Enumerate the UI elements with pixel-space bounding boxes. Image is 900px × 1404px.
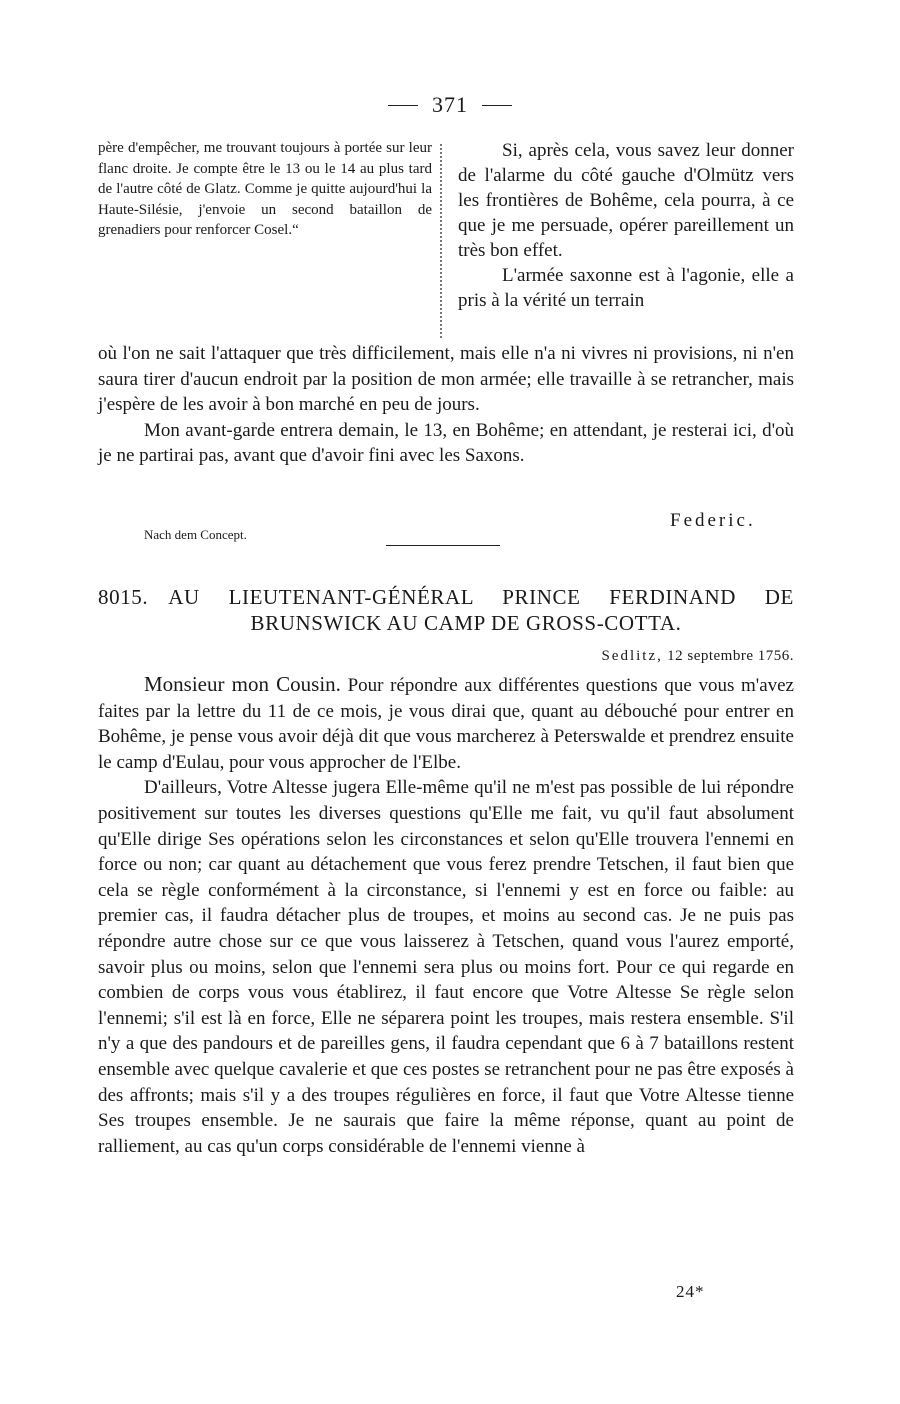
heading-title-part-1: AU LIEUTENANT-GÉNÉRAL PRINCE FERDINAND DE	[168, 585, 794, 609]
source-note: Nach dem Concept.	[144, 527, 247, 542]
letter-heading	[98, 584, 794, 636]
signature-mark: 24*	[676, 1282, 705, 1301]
letter-paragraph-1	[98, 672, 794, 775]
letter-number: 8015.	[98, 585, 149, 609]
dateline-place: Sedlitz,	[601, 648, 663, 664]
two-column-section	[98, 138, 798, 348]
left-column-text: père d'empêcher, me trouvant toujours à portée sur leur flanc droite. Je compte être le 13 ou le 14 au plus tard de l'autre côté de Glatz. Comme je quitte aujourd'hui la Haute-Silésie, j'envoie un second bataillon de grenadiers pour renforcer Cosel.“	[98, 140, 432, 238]
letter-body	[98, 672, 794, 1159]
letter-paragraph-1-text: Pour répondre aux différentes questions que vous m'avez faites par la lettre du 11 de ce mois, je vous dirai que, quant au débouché pour entrer en Bohême, je pense vous avoir déjà dit que vous marcherez à Peterswalde et prendrez ensuite le camp d'Eulau, pour vous approcher de l'Elbe.	[98, 675, 794, 773]
right-column-paragraph-2: L'armée saxonne est à l'agonie, elle a pris à la vérité un terrain	[458, 265, 794, 311]
dateline-date: 12 septembre 1756.	[667, 648, 794, 664]
continued-text-block	[98, 341, 794, 469]
right-column	[458, 138, 794, 313]
column-separator	[440, 144, 442, 338]
continued-paragraph: où l'on ne sait l'attaquer que très difficilement, mais elle n'a ni vivres ni provisions, ni n'en saura tirer d'aucun endroit par la position de mon armée; elle travaille à se retrancher, mais j'espère de les avoir à bon marché en peu de jours.	[98, 343, 794, 415]
page-number-rule-left	[388, 105, 418, 106]
heading-title-part-2: BRUNSWICK AU CAMP DE GROSS-COTTA.	[250, 611, 682, 635]
page-number-rule-right	[482, 105, 512, 106]
left-column	[98, 138, 432, 241]
page-number-text: 371	[432, 92, 468, 117]
signature: Federic.	[670, 510, 756, 531]
dateline	[520, 648, 794, 665]
right-column-paragraph-1: Si, après cela, vous savez leur donner de l'alarme du côté gauche d'Olmütz vers les frontières de Bohême, cela pourra, à ce que je me persuade, opérer pareillement un très bon effet.	[458, 140, 794, 261]
letter-paragraph-2: D'ailleurs, Votre Altesse jugera Elle-même qu'il ne m'est pas possible de lui répondre positivement sur toutes les diverses questions qu'Elle me fait, vu qu'il faut absolument qu'Elle dirige Ses opérations selon les circonstances et selon qu'Elle trouvera l'ennemi en force ou non; car quant au détachement que vous ferez prendre Tetschen, il faut bien que cela se règle conformément à la circonstance, si l'ennemi y est en force ou faible: au premier cas, il faudra détacher plus de troupes, et moins au second cas. Je ne puis pas répondre autre chose sur ce que vous laisserez à Tetschen, quand vous l'aurez emporté, savoir plus ou moins, selon que l'ennemi sera plus ou moins fort. Pour ce qui regarde en combien de corps vous vous établirez, il faut encore que Votre Altesse Se règle selon l'ennemi; s'il est là en force, Elle ne séparera point les troupes, mais restera ensemble. S'il n'y a que des pandours et de pareilles gens, il faudra cependant que 6 à 7 bataillons restent ensemble avec quelque cavalerie et que ces postes se retranchent pour ne pas être exposés à des affronts; mais s'il y a des troupes régulières en force, il faut que Votre Altesse tienne Ses troupes ensemble. Je ne saurais que faire la même réponse, quant au point de ralliement, au cas qu'un corps considérable de l'ennemi vienne à	[98, 777, 794, 1157]
page-number	[0, 92, 900, 118]
salutation: Monsieur mon Cousin.	[144, 672, 341, 696]
heading-line-1	[98, 584, 794, 610]
avant-garde-paragraph: Mon avant-garde entrera demain, le 13, en Bohême; en attendant, je resterai ici, d'où je ne partirai pas, avant que d'avoir fini avec les Saxons.	[98, 419, 794, 466]
section-divider	[386, 545, 500, 546]
